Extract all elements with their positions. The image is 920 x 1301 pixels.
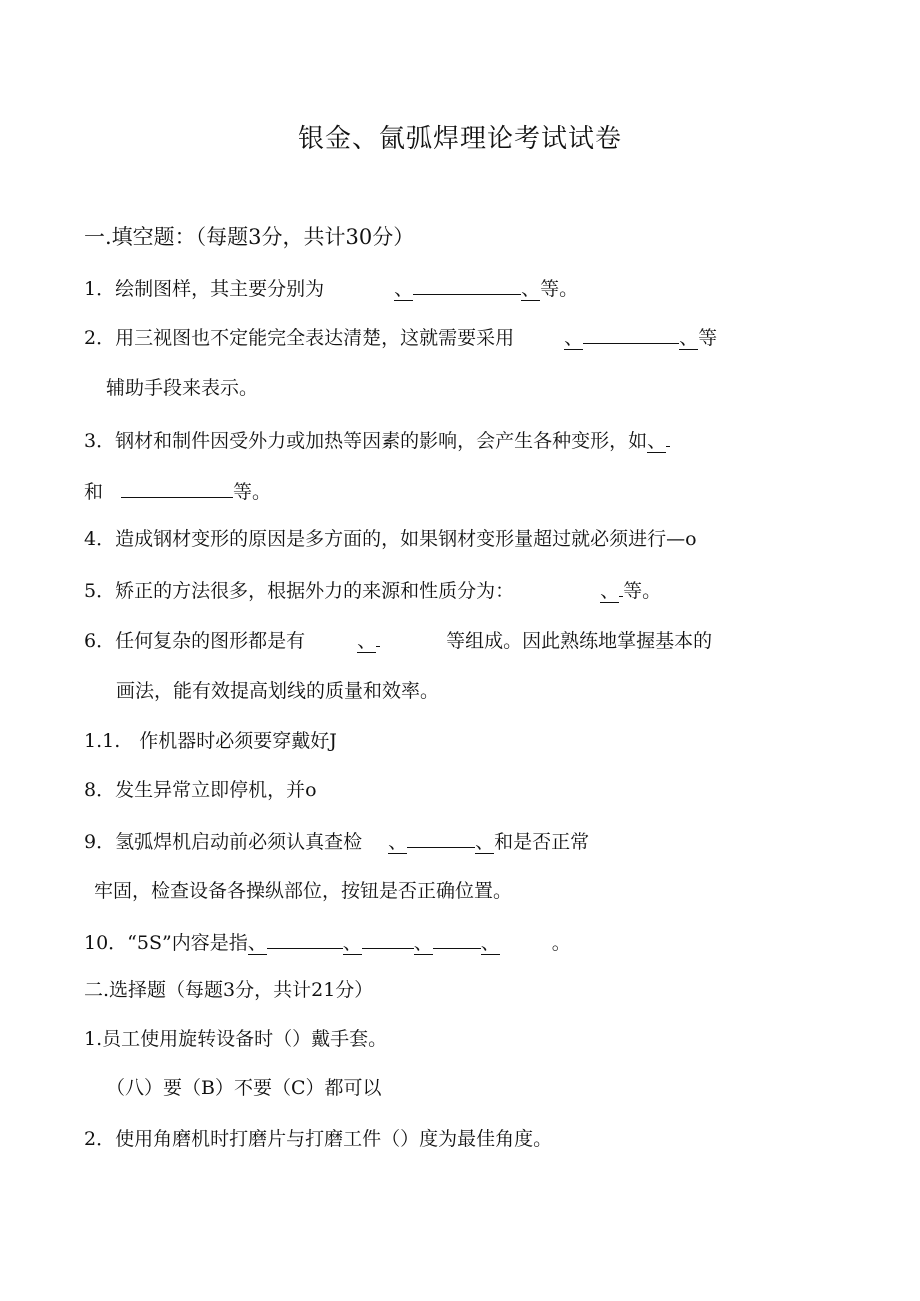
question-3-continuation [84, 475, 271, 507]
question-9-end: 和是否正常 [494, 831, 590, 853]
question-6-text: 6．任何复杂的图形都是有 [84, 630, 306, 652]
question-7: 1.1. 作机器时必须要穿戴好J [84, 730, 337, 752]
question-6-blank[interactable] [376, 624, 380, 647]
question-10-sep4: 、 [480, 932, 500, 954]
question-10-end: 。 [551, 932, 571, 954]
question-3-blank-2[interactable] [121, 475, 233, 498]
question-1-blank[interactable] [413, 272, 521, 295]
question-2 [84, 321, 717, 353]
question-5 [84, 574, 661, 606]
question-10-sep3: 、 [413, 932, 433, 954]
question-3-sep1: 、 [647, 430, 667, 452]
choice-question-2: 2．使用角磨机时打磨片与打磨工件（）度为最佳角度。 [84, 1128, 553, 1150]
question-6-end: 等组成。因此熟练地掌握基本的 [446, 630, 713, 652]
question-9-sep2: 、 [475, 831, 495, 853]
question-10-text: 10．“5S”内容是指 [84, 932, 248, 954]
question-5-sep1: 、 [600, 580, 620, 602]
question-2-text: 2．用三视图也不定能完全表达清楚，这就需要采用 [84, 327, 515, 349]
question-6 [84, 624, 712, 656]
question-10-sep2: 、 [342, 932, 362, 954]
question-10-blank-2[interactable] [362, 926, 414, 949]
question-10-blank-3[interactable] [433, 926, 481, 949]
question-9-continuation: 牢固，检查设备各操纵部位，按钮是否正确位置。 [94, 880, 513, 902]
question-4: 4．造成钢材变形的原因是多方面的，如果钢材变形量超过就必须进行—o [84, 528, 697, 550]
question-5-end: 等。 [623, 580, 662, 602]
question-10-sep1: 、 [247, 932, 267, 954]
question-1-text: 1．绘制图样，其主要分别为 [84, 278, 325, 300]
question-5-text: 5．矫正的方法很多，根据外力的来源和性质分为： [84, 580, 515, 602]
section-2-heading: 二.选择题（每题3分，共计21分） [84, 979, 374, 1001]
question-3-cont-start: 和 [84, 481, 104, 503]
question-9-text: 9．氢弧焊机启动前必须认真查检 [84, 831, 363, 853]
question-3-text: 3．钢材和制件因受外力或加热等因素的影响，会产生各种变形，如 [84, 430, 648, 452]
question-2-blank[interactable] [583, 321, 679, 344]
question-6-sep1: 、 [357, 630, 377, 652]
question-9-sep1: 、 [388, 831, 408, 853]
question-10 [84, 926, 571, 958]
question-1-end: 等。 [540, 278, 579, 300]
question-9 [84, 825, 589, 857]
question-2-sep2: 、 [679, 327, 699, 349]
question-1 [84, 272, 578, 304]
question-8: 8．发生异常立即停机，并o [84, 779, 317, 801]
question-6-continuation: 画法，能有效提高划线的质量和效率。 [116, 680, 440, 702]
question-1-sep1: 、 [394, 278, 414, 300]
question-1-sep2: 、 [521, 278, 541, 300]
question-3-blank-1[interactable] [666, 424, 670, 447]
choice-question-1-options: （八）要（B）不要（C）都可以 [106, 1077, 382, 1099]
question-2-continuation: 辅助手段来表示。 [106, 377, 259, 399]
choice-question-1: 1.员工使用旋转设备时（）戴手套。 [84, 1028, 388, 1050]
question-10-blank-1[interactable] [267, 926, 343, 949]
question-9-blank[interactable] [407, 825, 475, 848]
exam-title: 银金、氤弧焊理论考试试卷 [297, 124, 622, 154]
question-2-end: 等 [698, 327, 718, 349]
section-1-heading: 一.填空题：（每题3分，共计30分） [84, 225, 415, 249]
question-3 [84, 424, 670, 456]
question-3-cont-end: 等。 [233, 481, 272, 503]
question-2-sep1: 、 [564, 327, 584, 349]
